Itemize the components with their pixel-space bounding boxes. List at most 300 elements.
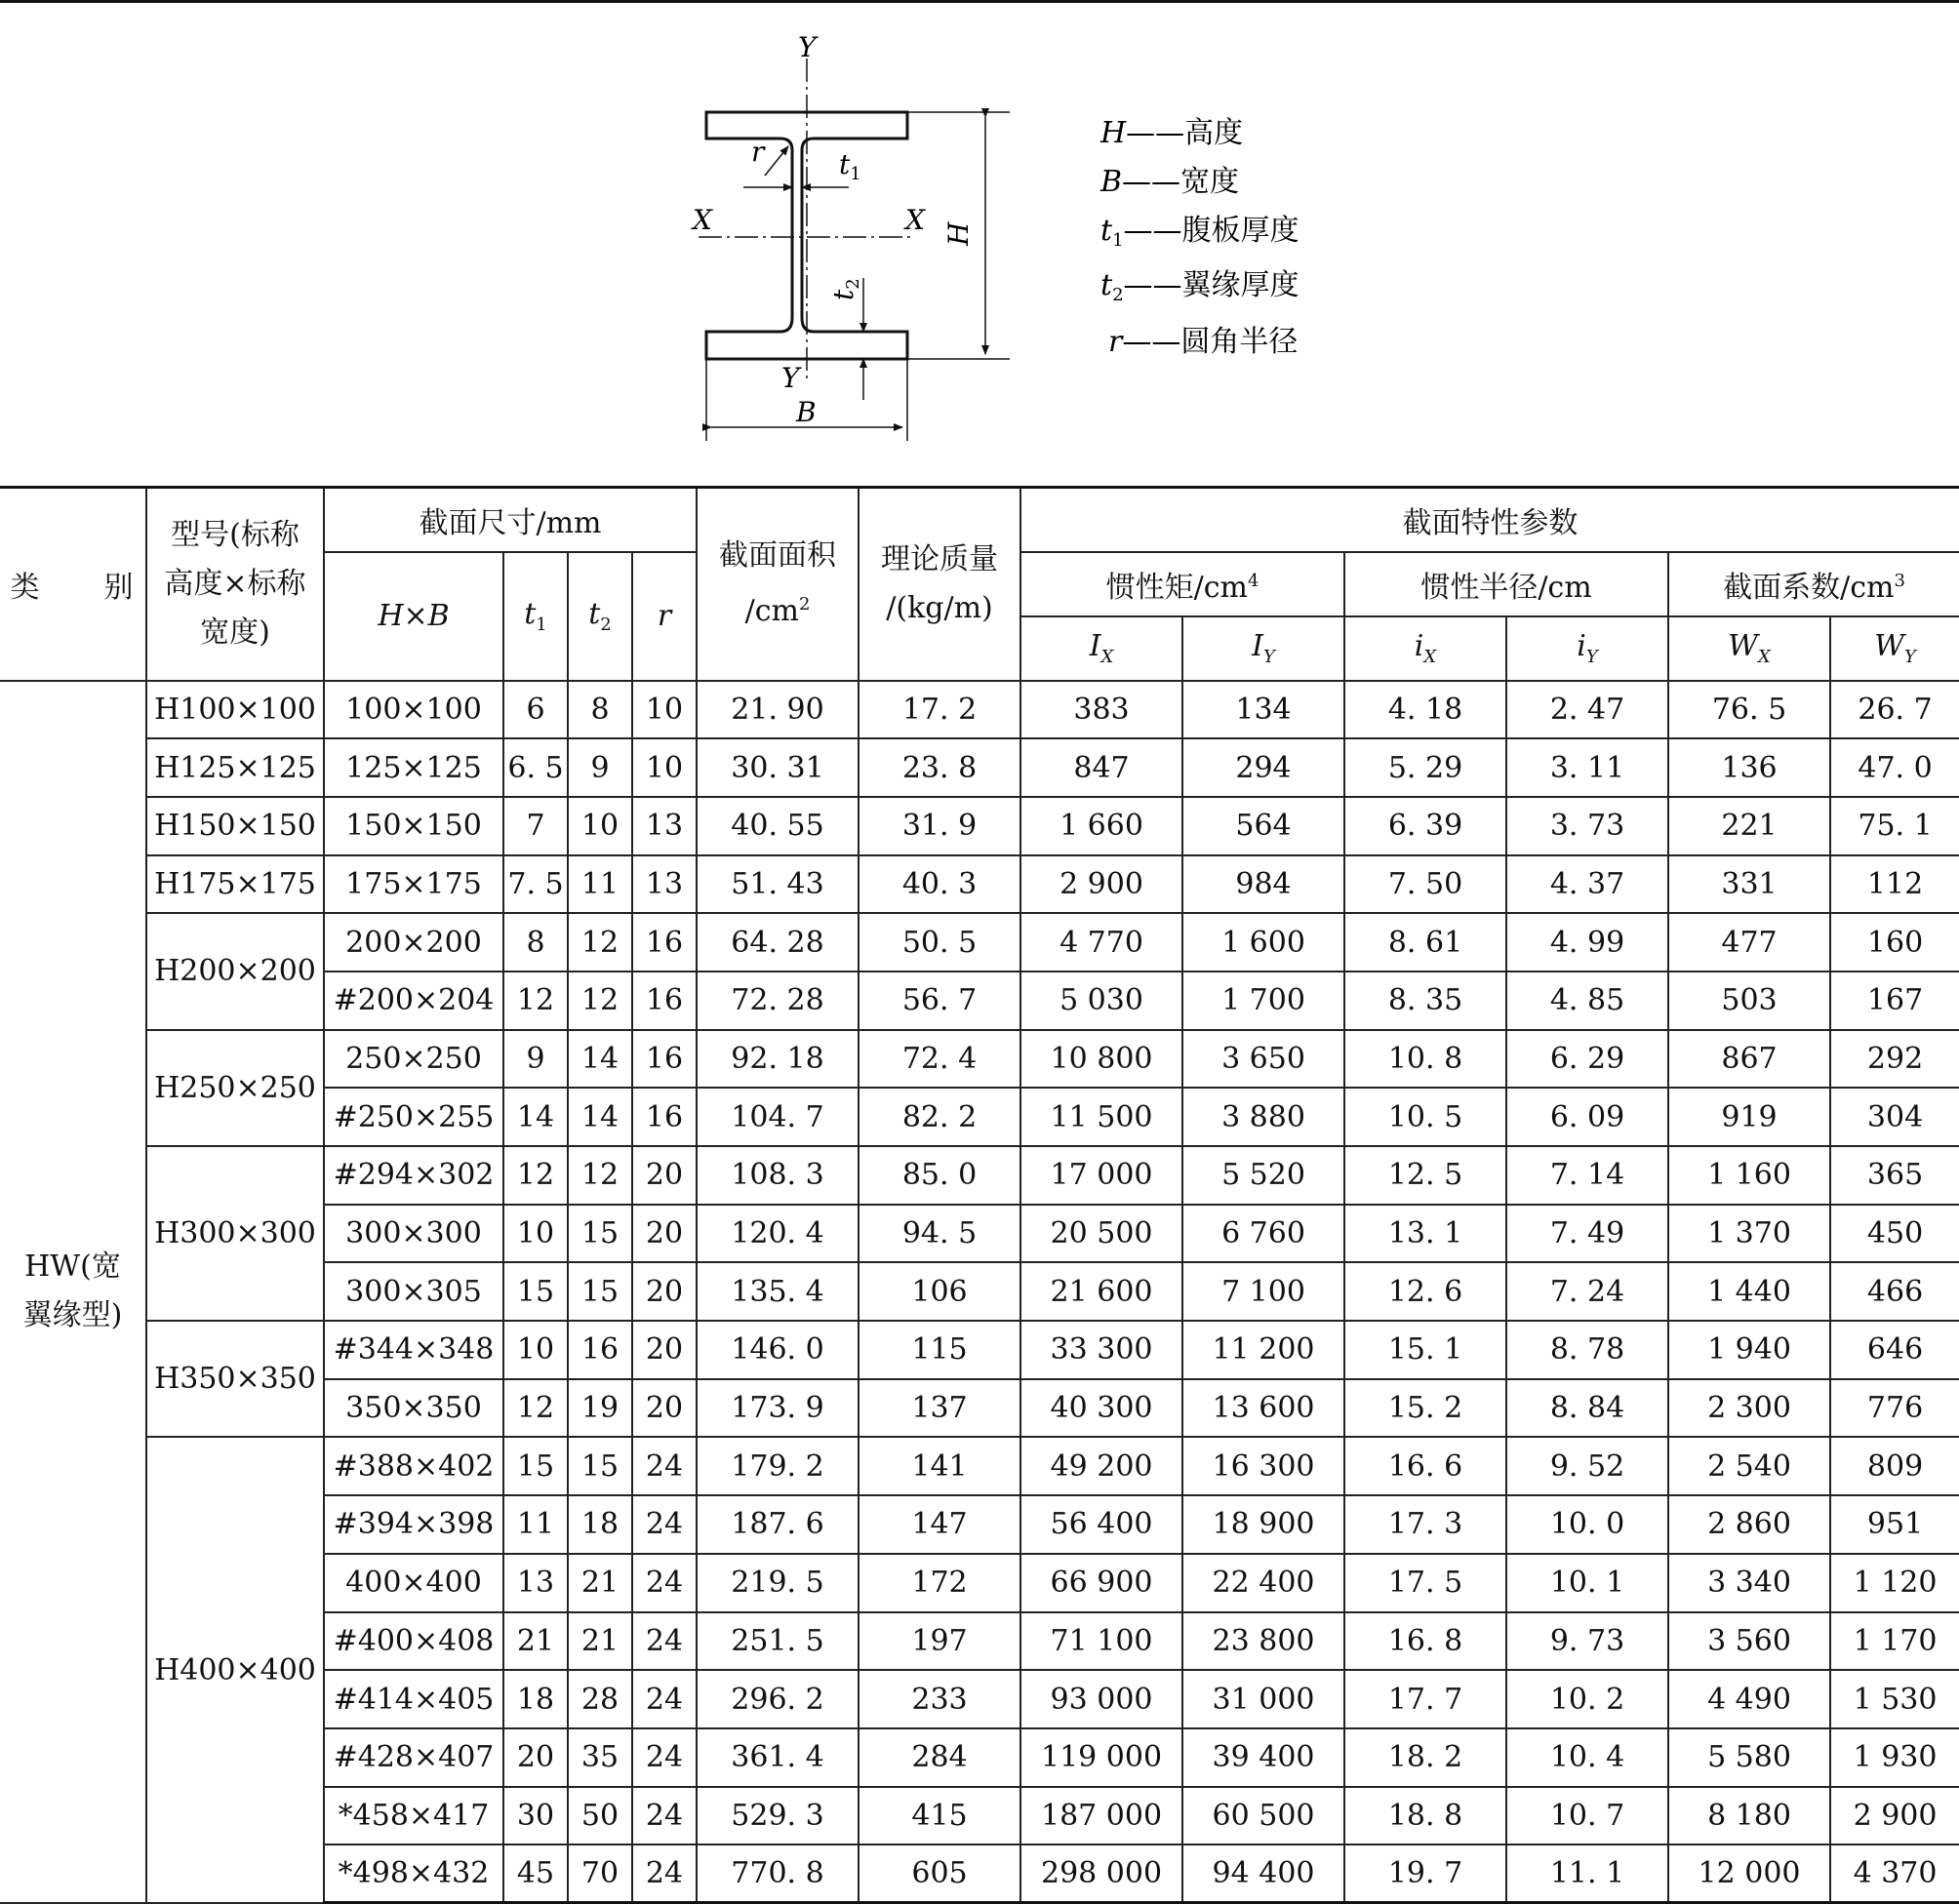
cell-iy: 564 bbox=[1182, 797, 1344, 855]
symbol-legend bbox=[1099, 116, 1299, 359]
cell-ix: 15. 2 bbox=[1344, 1379, 1506, 1438]
h-beam-properties-table bbox=[0, 486, 1959, 1904]
header-area: 截面面积 $/cm^2$ bbox=[697, 488, 859, 681]
cell-iy: 294 bbox=[1182, 738, 1344, 797]
cell-mass: 172 bbox=[859, 1554, 1020, 1612]
cell-t2: 19 bbox=[568, 1379, 632, 1438]
cell-r: 24 bbox=[632, 1670, 697, 1728]
cell-ix: 4. 18 bbox=[1344, 681, 1506, 739]
cell-area: 30. 31 bbox=[697, 738, 859, 797]
cell-ix: 298 000 bbox=[1020, 1844, 1182, 1903]
cell-wx: 477 bbox=[1668, 913, 1830, 972]
cell-iy: 8. 84 bbox=[1506, 1379, 1668, 1438]
cell-t2: 15 bbox=[568, 1262, 632, 1321]
x-axis-right-label: X bbox=[905, 204, 925, 236]
cell-area: 120. 4 bbox=[697, 1205, 859, 1263]
header-section-modulus: 截面系数$/cm^3$ bbox=[1668, 552, 1959, 616]
cell-ix: 71 100 bbox=[1020, 1612, 1182, 1671]
cell-r: 13 bbox=[632, 855, 697, 914]
model-cell: H125×125 bbox=[146, 738, 324, 797]
cell-mass: 85. 0 bbox=[859, 1146, 1020, 1205]
cell-wy: 75. 1 bbox=[1830, 797, 1959, 855]
cell-iy: 984 bbox=[1182, 855, 1344, 914]
cell-iy: 8. 78 bbox=[1506, 1321, 1668, 1379]
header-iy-radius: $i_Y$ bbox=[1506, 616, 1668, 681]
cell-ix: 187 000 bbox=[1020, 1787, 1182, 1845]
header-h-x-b: H×B bbox=[324, 552, 503, 681]
cell-wx: 1 940 bbox=[1668, 1321, 1830, 1379]
cell-t2: 12 bbox=[568, 1146, 632, 1205]
cell-wx: 331 bbox=[1668, 855, 1830, 914]
x-axis-left-label: X bbox=[693, 204, 712, 236]
cell-t1: 10 bbox=[503, 1321, 568, 1379]
cell-ix: 16. 8 bbox=[1344, 1612, 1506, 1671]
cell-ix: 1 660 bbox=[1020, 797, 1182, 855]
cell-r: 16 bbox=[632, 972, 697, 1030]
cell-wx: 867 bbox=[1668, 1030, 1830, 1089]
cell-r: 24 bbox=[632, 1728, 697, 1787]
cell-mass: 17. 2 bbox=[859, 681, 1020, 739]
cell-r: 16 bbox=[632, 1088, 697, 1146]
cell-hb: #414×405 bbox=[324, 1670, 503, 1728]
cell-t1: 14 bbox=[503, 1088, 568, 1146]
cell-t2: 14 bbox=[568, 1030, 632, 1089]
cell-wy: 292 bbox=[1830, 1030, 1959, 1089]
header-t1: $t_1$ bbox=[503, 552, 568, 681]
cell-hb: 300×300 bbox=[324, 1205, 503, 1263]
cell-iy: 1 700 bbox=[1182, 972, 1344, 1030]
header-t2: $t_2$ bbox=[568, 552, 632, 681]
cell-wx: 3 560 bbox=[1668, 1612, 1830, 1671]
cell-wy: 466 bbox=[1830, 1262, 1959, 1321]
cell-r: 13 bbox=[632, 797, 697, 855]
cell-iy: 9. 52 bbox=[1506, 1437, 1668, 1495]
cell-iy: 3 880 bbox=[1182, 1088, 1344, 1146]
cell-r: 20 bbox=[632, 1379, 697, 1438]
legend-item-web-thickness: $t_1——$腹板厚度 bbox=[1100, 214, 1299, 251]
cell-iy: 6. 09 bbox=[1506, 1088, 1668, 1146]
cell-r: 24 bbox=[632, 1495, 697, 1554]
cell-area: 64. 28 bbox=[697, 913, 859, 972]
cell-t1: 30 bbox=[503, 1787, 568, 1845]
cell-r: 24 bbox=[632, 1612, 697, 1671]
cell-hb: *498×432 bbox=[324, 1844, 503, 1903]
cell-hb: #250×255 bbox=[324, 1088, 503, 1146]
cell-iy: 1 600 bbox=[1182, 913, 1344, 972]
cell-hb: 125×125 bbox=[324, 738, 503, 797]
cell-wx: 1 160 bbox=[1668, 1146, 1830, 1205]
cell-t1: 15 bbox=[503, 1262, 568, 1321]
cell-iy: 11 200 bbox=[1182, 1321, 1344, 1379]
cell-wy: 1 170 bbox=[1830, 1612, 1959, 1671]
cell-wx: 2 300 bbox=[1668, 1379, 1830, 1438]
cell-wy: 112 bbox=[1830, 855, 1959, 914]
cell-t1: 11 bbox=[503, 1495, 568, 1554]
cell-r: 20 bbox=[632, 1262, 697, 1321]
cell-iy: 134 bbox=[1182, 681, 1344, 739]
cell-mass: 233 bbox=[859, 1670, 1020, 1728]
cell-ix: 18. 2 bbox=[1344, 1728, 1506, 1787]
cell-mass: 141 bbox=[859, 1437, 1020, 1495]
cell-iy: 10. 1 bbox=[1506, 1554, 1668, 1612]
cell-mass: 50. 5 bbox=[859, 913, 1020, 972]
cell-t1: 21 bbox=[503, 1612, 568, 1671]
header-ix-radius: $i_X$ bbox=[1344, 616, 1506, 681]
cell-area: 21. 90 bbox=[697, 681, 859, 739]
legend-item-width: B——宽度 bbox=[1100, 165, 1240, 199]
cell-ix: 13. 1 bbox=[1344, 1205, 1506, 1263]
cell-ix: 5 030 bbox=[1020, 972, 1182, 1030]
model-cell: H400×400 bbox=[146, 1437, 324, 1903]
cell-area: 40. 55 bbox=[697, 797, 859, 855]
cell-ix: 33 300 bbox=[1020, 1321, 1182, 1379]
cell-ix: 10 800 bbox=[1020, 1030, 1182, 1089]
table-row bbox=[0, 1321, 1959, 1379]
header-radius-of-gyration: 惯性半径/cm bbox=[1344, 552, 1668, 616]
cell-r: 16 bbox=[632, 1030, 697, 1089]
table-row bbox=[0, 1437, 1959, 1495]
cell-t2: 28 bbox=[568, 1670, 632, 1728]
cell-area: 361. 4 bbox=[697, 1728, 859, 1787]
cell-t2: 21 bbox=[568, 1554, 632, 1612]
cell-wy: 2 900 bbox=[1830, 1787, 1959, 1845]
cell-mass: 23. 8 bbox=[859, 738, 1020, 797]
cell-wx: 3 340 bbox=[1668, 1554, 1830, 1612]
r-leader-line bbox=[765, 146, 788, 176]
cell-area: 72. 28 bbox=[697, 972, 859, 1030]
header-section-dimensions: 截面尺寸/mm bbox=[324, 488, 697, 552]
cell-iy: 3. 73 bbox=[1506, 797, 1668, 855]
cell-ix: 18. 8 bbox=[1344, 1787, 1506, 1845]
cell-iy: 2. 47 bbox=[1506, 681, 1668, 739]
cell-area: 146. 0 bbox=[697, 1321, 859, 1379]
cell-mass: 137 bbox=[859, 1379, 1020, 1438]
cell-ix: 7. 50 bbox=[1344, 855, 1506, 914]
cell-iy: 4. 37 bbox=[1506, 855, 1668, 914]
cell-ix: 49 200 bbox=[1020, 1437, 1182, 1495]
cell-r: 20 bbox=[632, 1146, 697, 1205]
cell-iy: 6. 29 bbox=[1506, 1030, 1668, 1089]
table-row bbox=[0, 797, 1959, 855]
cell-t1: 45 bbox=[503, 1844, 568, 1903]
category-cell: HW(宽翼缘型) bbox=[0, 681, 146, 1903]
cell-t2: 14 bbox=[568, 1088, 632, 1146]
cell-hb: #344×348 bbox=[324, 1321, 503, 1379]
cell-wy: 809 bbox=[1830, 1437, 1959, 1495]
cell-iy: 7. 24 bbox=[1506, 1262, 1668, 1321]
cell-hb: #400×408 bbox=[324, 1612, 503, 1671]
cell-ix: 12. 6 bbox=[1344, 1262, 1506, 1321]
cell-area: 135. 4 bbox=[697, 1262, 859, 1321]
model-cell: H150×150 bbox=[146, 797, 324, 855]
cell-hb: 250×250 bbox=[324, 1030, 503, 1089]
cell-hb: 400×400 bbox=[324, 1554, 503, 1612]
cell-ix: 93 000 bbox=[1020, 1670, 1182, 1728]
cell-ix: 6. 39 bbox=[1344, 797, 1506, 855]
cell-area: 179. 2 bbox=[697, 1437, 859, 1495]
cell-wy: 304 bbox=[1830, 1088, 1959, 1146]
cell-ix: 66 900 bbox=[1020, 1554, 1182, 1612]
cell-ix: 17 000 bbox=[1020, 1146, 1182, 1205]
table-row bbox=[0, 855, 1959, 914]
cell-ix: 21 600 bbox=[1020, 1262, 1182, 1321]
cell-t2: 35 bbox=[568, 1728, 632, 1787]
cell-hb: 200×200 bbox=[324, 913, 503, 972]
cell-iy: 9. 73 bbox=[1506, 1612, 1668, 1671]
cell-ix: 119 000 bbox=[1020, 1728, 1182, 1787]
cell-iy: 60 500 bbox=[1182, 1787, 1344, 1845]
cell-iy: 5 520 bbox=[1182, 1146, 1344, 1205]
cell-ix: 56 400 bbox=[1020, 1495, 1182, 1554]
cell-wx: 919 bbox=[1668, 1088, 1830, 1146]
cell-wx: 5 580 bbox=[1668, 1728, 1830, 1787]
cell-wx: 1 370 bbox=[1668, 1205, 1830, 1263]
cell-t2: 12 bbox=[568, 972, 632, 1030]
cell-area: 296. 2 bbox=[697, 1670, 859, 1728]
cell-t1: 12 bbox=[503, 972, 568, 1030]
table-row bbox=[0, 681, 1959, 739]
header-iy-inertia: $I_Y$ bbox=[1182, 616, 1344, 681]
cell-wy: 1 530 bbox=[1830, 1670, 1959, 1728]
cell-area: 51. 43 bbox=[697, 855, 859, 914]
table-header bbox=[0, 488, 1959, 681]
cell-r: 24 bbox=[632, 1787, 697, 1845]
cell-ix: 2 900 bbox=[1020, 855, 1182, 914]
cell-t1: 6 bbox=[503, 681, 568, 739]
cell-t1: 20 bbox=[503, 1728, 568, 1787]
model-cell: H300×300 bbox=[146, 1146, 324, 1321]
cell-r: 20 bbox=[632, 1205, 697, 1263]
cell-hb: 175×175 bbox=[324, 855, 503, 914]
table-row bbox=[0, 1030, 1959, 1089]
cell-area: 108. 3 bbox=[697, 1146, 859, 1205]
cell-wy: 450 bbox=[1830, 1205, 1959, 1263]
cell-mass: 106 bbox=[859, 1262, 1020, 1321]
cell-t2: 21 bbox=[568, 1612, 632, 1671]
cell-t1: 6. 5 bbox=[503, 738, 568, 797]
cell-hb: 150×150 bbox=[324, 797, 503, 855]
cell-mass: 94. 5 bbox=[859, 1205, 1020, 1263]
legend-item-height: H——高度 bbox=[1100, 116, 1244, 150]
cell-t1: 15 bbox=[503, 1437, 568, 1495]
cell-t1: 7. 5 bbox=[503, 855, 568, 914]
h-beam-cross-section-diagram bbox=[663, 29, 1395, 458]
cell-area: 187. 6 bbox=[697, 1495, 859, 1554]
cell-mass: 147 bbox=[859, 1495, 1020, 1554]
cell-iy: 10. 7 bbox=[1506, 1787, 1668, 1845]
header-wy-modulus: $W_Y$ bbox=[1830, 616, 1959, 681]
cell-r: 10 bbox=[632, 681, 697, 739]
cell-wx: 4 490 bbox=[1668, 1670, 1830, 1728]
cell-iy: 94 400 bbox=[1182, 1844, 1344, 1903]
cell-t1: 12 bbox=[503, 1146, 568, 1205]
model-cell: H350×350 bbox=[146, 1321, 324, 1437]
cell-iy: 10. 4 bbox=[1506, 1728, 1668, 1787]
cell-iy: 6 760 bbox=[1182, 1205, 1344, 1263]
cell-hb: #200×204 bbox=[324, 972, 503, 1030]
cell-ix: 19. 7 bbox=[1344, 1844, 1506, 1903]
cell-t1: 18 bbox=[503, 1670, 568, 1728]
cell-ix: 4 770 bbox=[1020, 913, 1182, 972]
h-dimension-label: H bbox=[942, 221, 975, 246]
table-row bbox=[0, 913, 1959, 972]
cell-wy: 646 bbox=[1830, 1321, 1959, 1379]
cell-ix: 20 500 bbox=[1020, 1205, 1182, 1263]
cell-wx: 8 180 bbox=[1668, 1787, 1830, 1845]
cell-r: 24 bbox=[632, 1554, 697, 1612]
header-ix-inertia: $I_X$ bbox=[1020, 616, 1182, 681]
y-axis-top-label: Y bbox=[798, 31, 817, 63]
cell-wy: 1 120 bbox=[1830, 1554, 1959, 1612]
cell-wx: 503 bbox=[1668, 972, 1830, 1030]
cell-ix: 17. 7 bbox=[1344, 1670, 1506, 1728]
cell-t2: 8 bbox=[568, 681, 632, 739]
cell-area: 529. 3 bbox=[697, 1787, 859, 1845]
cell-ix: 10. 8 bbox=[1344, 1030, 1506, 1089]
cell-t2: 15 bbox=[568, 1437, 632, 1495]
cell-iy: 7. 49 bbox=[1506, 1205, 1668, 1263]
cell-hb: 300×305 bbox=[324, 1262, 503, 1321]
cell-ix: 847 bbox=[1020, 738, 1182, 797]
cell-iy: 7 100 bbox=[1182, 1262, 1344, 1321]
table-body bbox=[0, 681, 1959, 1903]
cell-hb: #428×407 bbox=[324, 1728, 503, 1787]
cell-t2: 50 bbox=[568, 1787, 632, 1845]
cell-ix: 16. 6 bbox=[1344, 1437, 1506, 1495]
r-label: r bbox=[751, 136, 765, 168]
cell-iy: 3 650 bbox=[1182, 1030, 1344, 1089]
cell-mass: 415 bbox=[859, 1787, 1020, 1845]
cell-iy: 3. 11 bbox=[1506, 738, 1668, 797]
cell-iy: 11. 1 bbox=[1506, 1844, 1668, 1903]
header-moment-of-inertia: 惯性矩$/cm^4$ bbox=[1020, 552, 1344, 616]
cell-wx: 12 000 bbox=[1668, 1844, 1830, 1903]
cell-ix: 11 500 bbox=[1020, 1088, 1182, 1146]
top-rule bbox=[0, 0, 1959, 3]
cell-iy: 39 400 bbox=[1182, 1728, 1344, 1787]
cell-iy: 10. 0 bbox=[1506, 1495, 1668, 1554]
cell-wx: 221 bbox=[1668, 797, 1830, 855]
cell-hb: 100×100 bbox=[324, 681, 503, 739]
cell-r: 20 bbox=[632, 1321, 697, 1379]
cell-ix: 17. 3 bbox=[1344, 1495, 1506, 1554]
cell-r: 24 bbox=[632, 1437, 697, 1495]
cell-iy: 10. 2 bbox=[1506, 1670, 1668, 1728]
cell-iy: 4. 99 bbox=[1506, 913, 1668, 972]
cell-mass: 40. 3 bbox=[859, 855, 1020, 914]
cell-t2: 16 bbox=[568, 1321, 632, 1379]
cell-hb: #294×302 bbox=[324, 1146, 503, 1205]
cell-t1: 7 bbox=[503, 797, 568, 855]
cell-t2: 10 bbox=[568, 797, 632, 855]
cell-iy: 7. 14 bbox=[1506, 1146, 1668, 1205]
cell-wy: 776 bbox=[1830, 1379, 1959, 1438]
cell-area: 104. 7 bbox=[697, 1088, 859, 1146]
cell-iy: 22 400 bbox=[1182, 1554, 1344, 1612]
cell-t1: 10 bbox=[503, 1205, 568, 1263]
cell-iy: 18 900 bbox=[1182, 1495, 1344, 1554]
cell-ix: 8. 35 bbox=[1344, 972, 1506, 1030]
cell-mass: 82. 2 bbox=[859, 1088, 1020, 1146]
cell-iy: 13 600 bbox=[1182, 1379, 1344, 1438]
cell-wx: 2 860 bbox=[1668, 1495, 1830, 1554]
cell-area: 251. 5 bbox=[697, 1612, 859, 1671]
cell-mass: 284 bbox=[859, 1728, 1020, 1787]
cell-wy: 365 bbox=[1830, 1146, 1959, 1205]
cell-area: 219. 5 bbox=[697, 1554, 859, 1612]
cell-t2: 15 bbox=[568, 1205, 632, 1263]
cell-area: 92. 18 bbox=[697, 1030, 859, 1089]
table-row bbox=[0, 1146, 1959, 1205]
cell-t1: 13 bbox=[503, 1554, 568, 1612]
cell-hb: *458×417 bbox=[324, 1787, 503, 1845]
table-row bbox=[0, 738, 1959, 797]
t2-label: $t_2$ bbox=[827, 278, 863, 300]
cell-wx: 136 bbox=[1668, 738, 1830, 797]
cell-t2: 9 bbox=[568, 738, 632, 797]
cell-hb: #388×402 bbox=[324, 1437, 503, 1495]
cell-r: 10 bbox=[632, 738, 697, 797]
cell-t1: 9 bbox=[503, 1030, 568, 1089]
cell-ix: 12. 5 bbox=[1344, 1146, 1506, 1205]
cell-area: 173. 9 bbox=[697, 1379, 859, 1438]
b-dimension-label: B bbox=[796, 396, 817, 428]
cell-wy: 1 930 bbox=[1830, 1728, 1959, 1787]
cell-mass: 31. 9 bbox=[859, 797, 1020, 855]
cell-mass: 72. 4 bbox=[859, 1030, 1020, 1089]
cell-wy: 160 bbox=[1830, 913, 1959, 972]
cell-wx: 76. 5 bbox=[1668, 681, 1830, 739]
cell-mass: 197 bbox=[859, 1612, 1020, 1671]
header-category: 类 别 bbox=[0, 488, 146, 681]
cell-wx: 1 440 bbox=[1668, 1262, 1830, 1321]
legend-item-fillet-radius: r——圆角半径 bbox=[1108, 325, 1299, 359]
model-cell: H250×250 bbox=[146, 1030, 324, 1146]
header-r: r bbox=[632, 552, 697, 681]
cell-ix: 40 300 bbox=[1020, 1379, 1182, 1438]
cell-mass: 56. 7 bbox=[859, 972, 1020, 1030]
cell-ix: 17. 5 bbox=[1344, 1554, 1506, 1612]
cell-hb: 350×350 bbox=[324, 1379, 503, 1438]
cell-wx: 2 540 bbox=[1668, 1437, 1830, 1495]
header-model: 型号(标称高度×标称宽度) bbox=[146, 488, 324, 681]
cell-ix: 10. 5 bbox=[1344, 1088, 1506, 1146]
cell-iy: 31 000 bbox=[1182, 1670, 1344, 1728]
cell-iy: 16 300 bbox=[1182, 1437, 1344, 1495]
header-wx-modulus: $W_X$ bbox=[1668, 616, 1830, 681]
cell-ix: 383 bbox=[1020, 681, 1182, 739]
model-cell: H200×200 bbox=[146, 913, 324, 1029]
legend-item-flange-thickness: $t_2——$翼缘厚度 bbox=[1100, 268, 1299, 305]
cell-iy: 4. 85 bbox=[1506, 972, 1668, 1030]
cell-t2: 12 bbox=[568, 913, 632, 972]
cell-iy: 23 800 bbox=[1182, 1612, 1344, 1671]
cell-t2: 11 bbox=[568, 855, 632, 914]
cell-t2: 18 bbox=[568, 1495, 632, 1554]
model-cell: H100×100 bbox=[146, 681, 324, 739]
cell-wy: 47. 0 bbox=[1830, 738, 1959, 797]
cell-hb: #394×398 bbox=[324, 1495, 503, 1554]
cell-wy: 4 370 bbox=[1830, 1844, 1959, 1903]
cell-ix: 5. 29 bbox=[1344, 738, 1506, 797]
cell-wy: 26. 7 bbox=[1830, 681, 1959, 739]
cell-r: 16 bbox=[632, 913, 697, 972]
cell-mass: 605 bbox=[859, 1844, 1020, 1903]
t1-label: $t_1$ bbox=[839, 148, 861, 184]
cell-ix: 8. 61 bbox=[1344, 913, 1506, 972]
cell-ix: 15. 1 bbox=[1344, 1321, 1506, 1379]
model-cell: H175×175 bbox=[146, 855, 324, 914]
